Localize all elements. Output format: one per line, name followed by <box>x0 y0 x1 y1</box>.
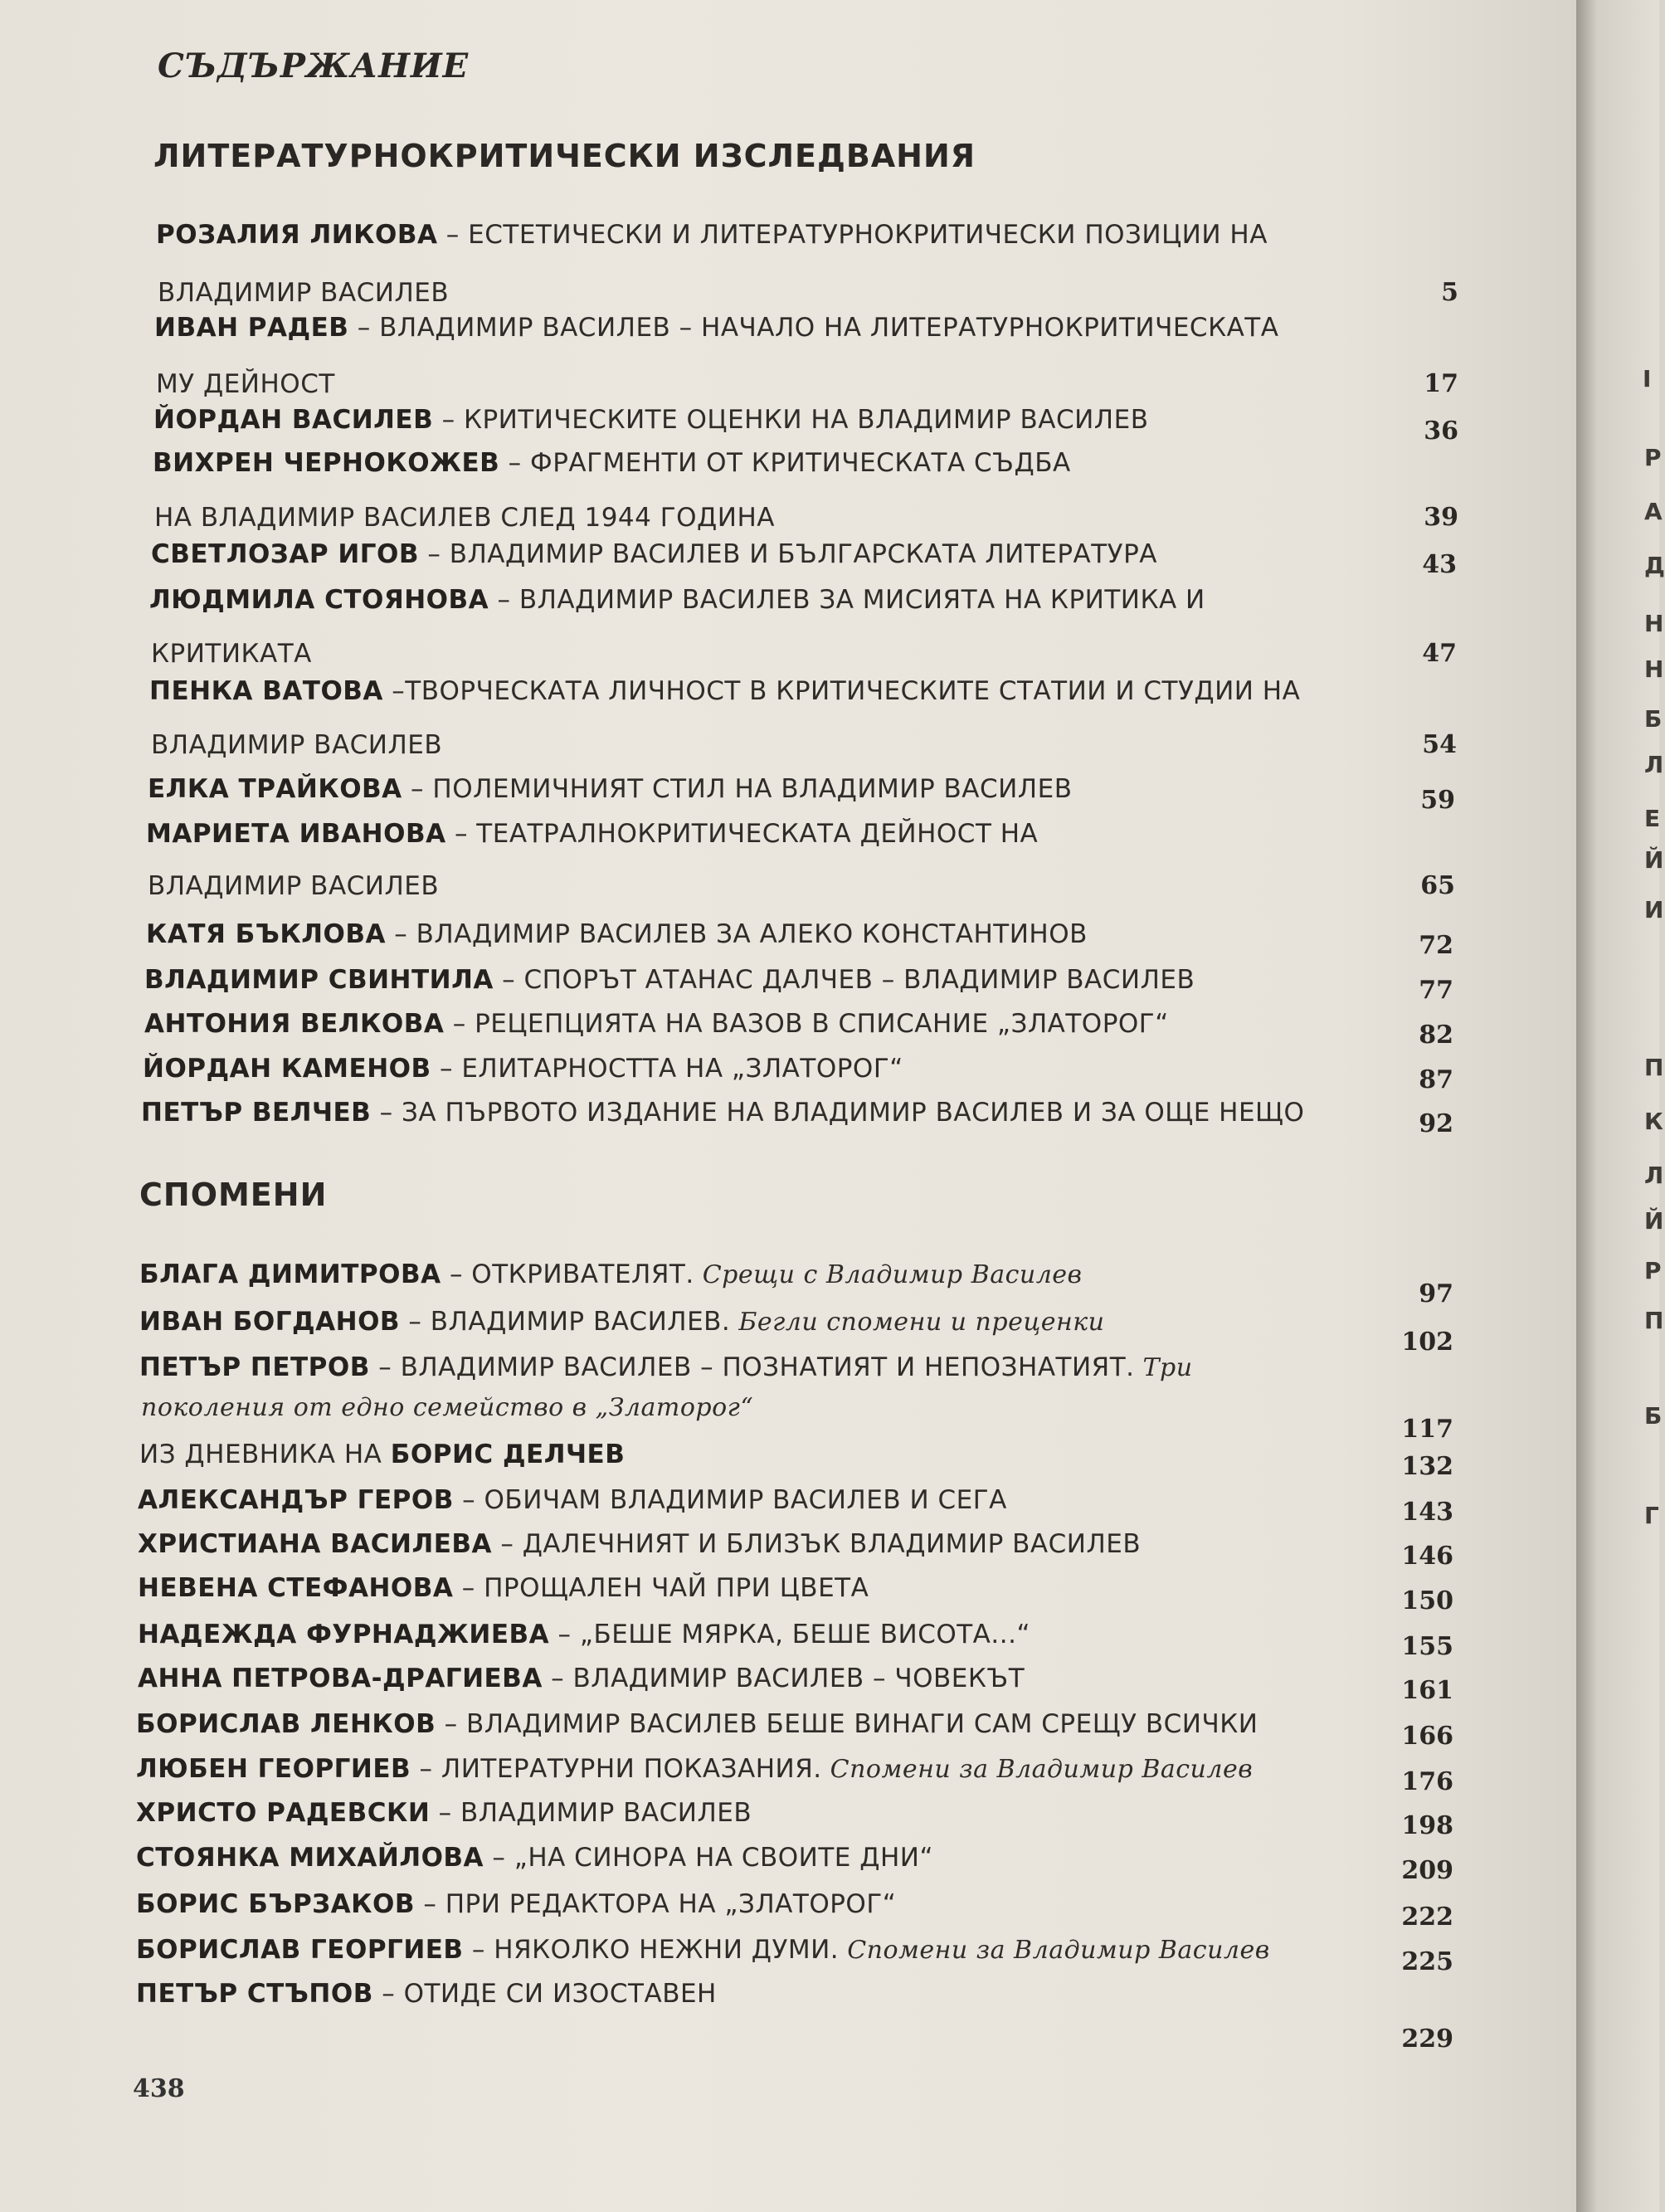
entry-author: БОРИСЛАВ ГЕОРГИЕВ <box>136 1935 464 1965</box>
entry-page-number: 225 <box>1401 1947 1453 1976</box>
entry-page-number: 54 <box>1422 730 1457 759</box>
entry-page-number: 155 <box>1401 1632 1453 1661</box>
entry-title: – „НА СИНОРА НА СВОИТЕ ДНИ“ <box>484 1843 934 1873</box>
entry-title: – „БЕШЕ МЯРКА, БЕШЕ ВИСОТА...“ <box>549 1620 1030 1649</box>
facing-page-letter: Н <box>1644 610 1664 637</box>
entry-author: БОРИС БЪРЗАКОВ <box>136 1889 415 1919</box>
toc-entry-line <box>151 730 442 760</box>
entry-page-number: 65 <box>1420 871 1455 900</box>
entry-page-number: 59 <box>1420 786 1455 815</box>
facing-page-letter: Р <box>1644 444 1662 471</box>
entry-title: – ВЛАДИМИР ВАСИЛЕВ – ПОЗНАТИЯТ И НЕПОЗНАТИЯТ. <box>369 1352 1135 1382</box>
entry-title: ИЗ ДНЕВНИКА НА <box>139 1440 391 1469</box>
entry-title: – ПРОЩАЛЕН ЧАЙ ПРИ ЦВЕТА <box>453 1573 869 1603</box>
entry-author: ИВАН БОГДАНОВ <box>139 1307 401 1337</box>
toc-entry-line <box>156 220 1268 250</box>
entry-page-number: 209 <box>1401 1856 1453 1885</box>
entry-author: КАТЯ БЪКЛОВА <box>146 919 386 949</box>
toc-entry-line <box>144 965 1195 995</box>
toc-entry-line <box>139 1352 1193 1382</box>
entry-author: ЙОРДАН ВАСИЛЕВ <box>153 405 434 435</box>
entry-page-number: 143 <box>1401 1498 1453 1527</box>
entry-page-number: 222 <box>1401 1903 1453 1932</box>
entry-author: ЙОРДАН КАМЕНОВ <box>143 1054 431 1084</box>
entry-author: АННА ПЕТРОВА-ДРАГИЕВА <box>138 1664 543 1693</box>
entry-subtitle: Три <box>1134 1353 1193 1382</box>
entry-title: – ВЛАДИМИР ВАСИЛЕВ ЗА МИСИЯТА НА КРИТИКА И <box>489 585 1205 615</box>
toc-entry-line <box>136 1889 896 1919</box>
entry-title: – РЕЦЕПЦИЯТА НА ВАЗОВ В СПИСАНИЕ „ЗЛАТОРОГ“ <box>444 1009 1169 1039</box>
entry-author: АНТОНИЯ ВЕЛКОВА <box>144 1009 445 1039</box>
facing-page-letter: И <box>1644 896 1664 923</box>
toc-entry-line <box>153 405 1148 435</box>
toc-entry-line <box>139 1259 1083 1289</box>
entry-author: БЛАГА ДИМИТРОВА <box>139 1259 441 1289</box>
entry-subtitle: Бегли спомени и преценки <box>730 1308 1105 1337</box>
entry-title: – ВЛАДИМИР ВАСИЛЕВ ЗА АЛЕКО КОНСТАНТИНОВ <box>385 919 1088 949</box>
entry-title: – ВЛАДИМИР ВАСИЛЕВ БЕШЕ ВИНАГИ САМ СРЕЩУ ВСИЧКИ <box>436 1709 1258 1739</box>
entry-title: – ФРАГМЕНТИ ОТ КРИТИЧЕСКАТА СЪДБА <box>499 448 1071 478</box>
entry-title: – ВЛАДИМИР ВАСИЛЕВ. <box>400 1307 731 1337</box>
entry-author: ПЕТЪР СТЪПОВ <box>136 1979 373 2009</box>
entry-page-number: 77 <box>1419 976 1453 1005</box>
entry-title: – ВЛАДИМИР ВАСИЛЕВ – ЧОВЕКЪТ <box>542 1664 1025 1693</box>
facing-page-letter: I <box>1643 365 1652 392</box>
entry-title: ВЛАДИМИР ВАСИЛЕВ <box>158 278 450 308</box>
entry-title: ВЛАДИМИР ВАСИЛЕВ <box>148 871 440 901</box>
entry-page-number: 166 <box>1401 1722 1453 1751</box>
toc-entry-line <box>141 1098 1304 1128</box>
entry-title: – КРИТИЧЕСКИТЕ ОЦЕНКИ НА ВЛАДИМИР ВАСИЛЕВ <box>433 405 1149 435</box>
entry-title: НА ВЛАДИМИР ВАСИЛЕВ СЛЕД 1944 ГОДИНА <box>154 503 775 533</box>
facing-page-letter: Н <box>1644 655 1664 683</box>
entry-author: БОРИС ДЕЛЧЕВ <box>390 1440 626 1469</box>
facing-page-letter: Б <box>1644 705 1663 733</box>
entry-page-number: 176 <box>1401 1767 1453 1796</box>
toc-entry-line <box>138 1620 1030 1649</box>
toc-entry-line <box>149 585 1205 615</box>
toc-entry-line <box>138 1664 1025 1693</box>
toc-entry-line <box>151 539 1157 569</box>
entry-page-number: 82 <box>1419 1021 1453 1050</box>
entry-author: ВИХРЕН ЧЕРНОКОЖЕВ <box>153 448 500 478</box>
entry-author: ХРИСТО РАДЕВСКИ <box>136 1798 431 1828</box>
facing-page-letter: А <box>1644 498 1663 525</box>
entry-page-number: 132 <box>1401 1452 1453 1481</box>
toc-entry-line <box>136 1935 1270 1965</box>
toc-entry-line <box>156 369 335 399</box>
section-title-memoirs: СПОМЕНИ <box>139 1177 328 1213</box>
facing-page-letter: Е <box>1644 805 1661 832</box>
entry-title: –ТВОРЧЕСКАТА ЛИЧНОСТ В КРИТИЧЕСКИТЕ СТАТИИ И СТУДИИ НА <box>382 676 1301 706</box>
toc-entry-line <box>136 1754 1253 1784</box>
entry-author: ЛЮБЕН ГЕОРГИЕВ <box>136 1754 411 1784</box>
entry-page-number: 5 <box>1441 278 1458 307</box>
toc-entry-line <box>148 774 1072 804</box>
entry-title: – ОТИДЕ СИ ИЗОСТАВЕН <box>372 1979 717 2009</box>
section-title-studies: ЛИТЕРАТУРНОКРИТИЧЕСКИ ИЗСЛЕДВАНИЯ <box>153 138 976 174</box>
entry-page-number: 229 <box>1401 2024 1453 2054</box>
entry-page-number: 102 <box>1401 1328 1453 1357</box>
entry-title: – ПРИ РЕДАКТОРА НА „ЗЛАТОРОГ“ <box>415 1889 897 1919</box>
entry-page-number: 72 <box>1419 931 1453 960</box>
facing-page-letter: Б <box>1644 1402 1663 1430</box>
toc-entry-line <box>146 919 1088 949</box>
toc-entry-line <box>154 503 775 533</box>
toc-entry-line <box>136 1798 752 1828</box>
entry-author: ПЕТЪР ВЕЛЧЕВ <box>141 1098 372 1128</box>
entry-title: – ПОЛЕМИЧНИЯТ СТИЛ НА ВЛАДИМИР ВАСИЛЕВ <box>402 774 1073 804</box>
entry-author: СТОЯНКА МИХАЙЛОВА <box>136 1843 484 1873</box>
toc-entry-line <box>153 448 1071 478</box>
entry-title: – ДАЛЕЧНИЯТ И БЛИЗЪК ВЛАДИМИР ВАСИЛЕВ <box>492 1529 1142 1559</box>
entry-title: – ОТКРИВАТЕЛЯТ. <box>441 1259 694 1289</box>
facing-page-edge <box>1576 0 1665 2212</box>
toc-entry-line <box>136 1979 717 2009</box>
entry-author: ПЕТЪР ПЕТРОВ <box>139 1352 370 1382</box>
entry-page-number: 161 <box>1401 1676 1453 1705</box>
toc-entry-line <box>148 871 439 901</box>
entry-title: – ЕСТЕТИЧЕСКИ И ЛИТЕРАТУРНОКРИТИЧЕСКИ ПОЗИЦИИ НА <box>437 220 1268 250</box>
entry-title: – ВЛАДИМИР ВАСИЛЕВ И БЪЛГАРСКАТА ЛИТЕРАТУРА <box>419 539 1157 569</box>
facing-page-letter: П <box>1644 1307 1664 1334</box>
toc-entry-line <box>139 1307 1105 1337</box>
entry-page-number: 150 <box>1401 1586 1453 1615</box>
facing-page-letter: Й <box>1644 846 1664 874</box>
toc-entry-line <box>154 313 1278 343</box>
toc-entry-line <box>138 1485 1007 1515</box>
toc-entry-line <box>136 1843 933 1873</box>
entry-page-number: 87 <box>1419 1065 1453 1094</box>
entry-subtitle: Спомени за Владимир Василев <box>839 1936 1270 1965</box>
entry-title: – ВЛАДИМИР ВАСИЛЕВ – НАЧАЛО НА ЛИТЕРАТУРНОКРИТИЧЕСКАТА <box>348 313 1279 343</box>
entry-page-number: 47 <box>1422 639 1457 668</box>
entry-author: НАДЕЖДА ФУРНАДЖИЕВА <box>138 1620 550 1649</box>
entry-page-number: 117 <box>1401 1415 1453 1444</box>
entry-title: – ЗА ПЪРВОТО ИЗДАНИЕ НА ВЛАДИМИР ВАСИЛЕВ И ЗА ОЩЕ НЕЩО <box>371 1098 1305 1128</box>
toc-entry-line <box>136 1709 1258 1739</box>
entry-subtitle: Спомени за Владимир Василев <box>821 1755 1254 1784</box>
entry-page-number: 97 <box>1419 1279 1453 1308</box>
toc-entry-line <box>146 819 1038 849</box>
toc-entry-line <box>138 1573 869 1603</box>
entry-page-number: 198 <box>1401 1811 1453 1840</box>
entry-title: – ВЛАДИМИР ВАСИЛЕВ <box>430 1798 752 1828</box>
entry-author: ПЕНКА ВАТОВА <box>149 676 383 706</box>
toc-entry-line <box>149 676 1300 706</box>
toc-entry-line <box>151 639 312 669</box>
entry-author: СВЕТЛОЗАР ИГОВ <box>151 539 420 569</box>
entry-title: МУ ДЕЙНОСТ <box>156 369 335 399</box>
toc-entry-line <box>144 1009 1169 1039</box>
entry-author: ВЛАДИМИР СВИНТИЛА <box>144 965 494 995</box>
entry-author: ЛЮДМИЛА СТОЯНОВА <box>149 585 489 615</box>
entry-author: РОЗАЛИЯ ЛИКОВА <box>156 220 438 250</box>
entry-title: – НЯКОЛКО НЕЖНИ ДУМИ. <box>463 1935 840 1965</box>
entry-page-number: 36 <box>1424 417 1458 446</box>
facing-page-letter: Г <box>1644 1502 1659 1529</box>
entry-author: БОРИСЛАВ ЛЕНКОВ <box>136 1709 436 1739</box>
facing-page-letter: Л <box>1644 1162 1664 1189</box>
facing-page-letter: К <box>1644 1108 1663 1135</box>
entry-page-number: 92 <box>1419 1109 1453 1138</box>
entry-page-number: 17 <box>1424 369 1458 398</box>
facing-page-letter: Л <box>1644 751 1664 778</box>
entry-title: КРИТИКАТА <box>151 639 312 669</box>
toc-entry-line <box>158 278 449 308</box>
entry-page-number: 146 <box>1401 1542 1453 1571</box>
entry-title: – ЕЛИТАРНОСТТА НА „ЗЛАТОРОГ“ <box>431 1054 903 1084</box>
facing-page-letter: Р <box>1644 1257 1662 1284</box>
entry-author: НЕВЕНА СТЕФАНОВА <box>138 1573 454 1603</box>
entry-author: АЛЕКСАНДЪР ГЕРОВ <box>138 1485 454 1515</box>
entry-subtitle: Срещи с Владимир Василев <box>694 1260 1083 1289</box>
toc-entry-line <box>143 1054 903 1084</box>
entry-page-number: 39 <box>1424 503 1458 532</box>
entry-title: – СПОРЪТ АТАНАС ДАЛЧЕВ – ВЛАДИМИР ВАСИЛЕВ <box>493 965 1195 995</box>
facing-page-letter: Д <box>1644 552 1665 579</box>
entry-author: МАРИЕТА ИВАНОВА <box>146 819 446 849</box>
entry-title: – ТЕАТРАЛНОКРИТИЧЕСКАТА ДЕЙНОСТ НА <box>445 819 1039 849</box>
toc-entry-line <box>141 1392 753 1422</box>
entry-subtitle: поколения от едно семейство в „Златорог“ <box>141 1393 754 1422</box>
toc-entry-line <box>139 1440 625 1469</box>
entry-page-number: 43 <box>1422 550 1457 579</box>
entry-author: ЕЛКА ТРАЙКОВА <box>148 774 402 804</box>
facing-page-letter: П <box>1644 1054 1664 1081</box>
entry-title: – ОБИЧАМ ВЛАДИМИР ВАСИЛЕВ И СЕГА <box>453 1485 1007 1515</box>
page-number-folio: 438 <box>133 2074 185 2103</box>
entry-title: ВЛАДИМИР ВАСИЛЕВ <box>151 730 443 760</box>
contents-title: СЪДЪРЖАНИЕ <box>158 46 470 85</box>
facing-page-letter: Й <box>1644 1207 1664 1235</box>
toc-entry-line <box>138 1529 1141 1559</box>
entry-author: ИВАН РАДЕВ <box>154 313 349 343</box>
entry-title: – ЛИТЕРАТУРНИ ПОКАЗАНИЯ. <box>411 1754 822 1784</box>
entry-author: ХРИСТИАНА ВАСИЛЕВА <box>138 1529 492 1559</box>
